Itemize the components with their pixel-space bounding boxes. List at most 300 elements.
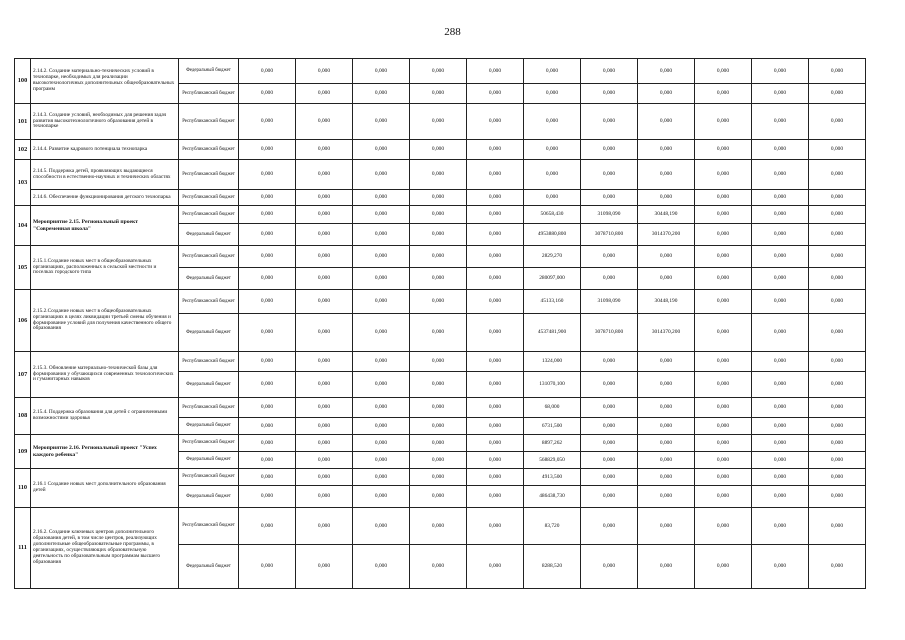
amount-cell: 0,000 [638, 246, 695, 268]
amount-cell: 0,000 [809, 59, 866, 84]
amount-cell: 8288,520 [524, 545, 581, 589]
amount-cell: 0,000 [809, 104, 866, 140]
amount-cell: 0,000 [353, 398, 410, 418]
activity-name: 2.15.1.Создание новых мест в общеобразовательных организациях, расположенных в сельской местности и поселках городского типа [31, 246, 179, 290]
amount-cell: 0,000 [638, 160, 695, 190]
amount-cell: 0,000 [752, 435, 809, 452]
amount-cell: 0,000 [695, 545, 752, 589]
amount-cell: 0,000 [296, 104, 353, 140]
amount-cell: 0,000 [581, 398, 638, 418]
amount-cell: 0,000 [239, 486, 296, 508]
amount-cell: 0,000 [581, 140, 638, 160]
amount-cell: 0,000 [695, 372, 752, 398]
amount-cell: 0,000 [809, 290, 866, 314]
amount-cell: 0,000 [353, 486, 410, 508]
amount-cell: 0,000 [752, 545, 809, 589]
amount-cell: 0,000 [239, 452, 296, 469]
amount-cell: 30448,190 [638, 290, 695, 314]
amount-cell: 0,000 [467, 469, 524, 486]
funding-source: Республиканский бюджет [179, 104, 239, 140]
amount-cell: 0,000 [752, 508, 809, 545]
amount-cell: 3014370,200 [638, 314, 695, 352]
row-number: 111 [15, 508, 31, 589]
amount-cell: 0,000 [296, 206, 353, 224]
amount-cell: 0,000 [809, 206, 866, 224]
amount-cell: 0,000 [581, 190, 638, 206]
amount-cell: 3078710,800 [581, 224, 638, 246]
amount-cell: 0,000 [296, 290, 353, 314]
amount-cell: 0,000 [353, 469, 410, 486]
funding-source: Федеральный бюджет [179, 224, 239, 246]
table-row [15, 140, 866, 160]
amount-cell: 131070,100 [524, 372, 581, 398]
amount-cell: 0,000 [239, 435, 296, 452]
amount-cell: 0,000 [239, 104, 296, 140]
table-row [15, 59, 866, 84]
table-row [15, 352, 866, 372]
amount-cell: 0,000 [581, 508, 638, 545]
amount-cell: 0,000 [752, 372, 809, 398]
amount-cell: 0,000 [638, 418, 695, 435]
amount-cell: 0,000 [809, 545, 866, 589]
amount-cell: 0,000 [410, 206, 467, 224]
activity-name: Мероприятие 2.15. Региональный проект "Современная школа" [31, 206, 179, 246]
amount-cell: 0,000 [581, 469, 638, 486]
amount-cell: 1324,000 [524, 352, 581, 372]
amount-cell: 0,000 [695, 59, 752, 84]
amount-cell: 0,000 [410, 469, 467, 486]
amount-cell: 0,000 [638, 508, 695, 545]
amount-cell: 0,000 [467, 59, 524, 84]
funding-source: Республиканский бюджет [179, 352, 239, 372]
amount-cell: 4953880,800 [524, 224, 581, 246]
amount-cell: 0,000 [239, 418, 296, 435]
amount-cell: 0,000 [581, 59, 638, 84]
amount-cell: 0,000 [467, 372, 524, 398]
amount-cell: 0,000 [296, 418, 353, 435]
row-number: 104 [15, 206, 31, 246]
funding-source: Федеральный бюджет [179, 545, 239, 589]
amount-cell: 0,000 [353, 545, 410, 589]
amount-cell: 0,000 [239, 314, 296, 352]
table-row [15, 290, 866, 314]
amount-cell: 0,000 [524, 190, 581, 206]
amount-cell: 0,000 [752, 224, 809, 246]
amount-cell: 4537481,900 [524, 314, 581, 352]
amount-cell: 0,000 [410, 372, 467, 398]
amount-cell: 0,000 [752, 314, 809, 352]
activity-name: 2.16.1 Создание новых мест дополнительного образования детей [31, 469, 179, 508]
amount-cell: 0,000 [239, 190, 296, 206]
amount-cell: 0,000 [467, 418, 524, 435]
amount-cell: 0,000 [581, 84, 638, 104]
amount-cell: 0,000 [638, 486, 695, 508]
amount-cell: 0,000 [467, 206, 524, 224]
amount-cell: 0,000 [239, 545, 296, 589]
funding-source: Республиканский бюджет [179, 190, 239, 206]
amount-cell: 0,000 [239, 352, 296, 372]
amount-cell: 0,000 [809, 224, 866, 246]
amount-cell: 0,000 [296, 59, 353, 84]
amount-cell: 0,000 [353, 268, 410, 290]
amount-cell: 0,000 [353, 352, 410, 372]
amount-cell: 0,000 [581, 246, 638, 268]
amount-cell: 0,000 [638, 140, 695, 160]
amount-cell: 0,000 [353, 290, 410, 314]
amount-cell: 0,000 [752, 352, 809, 372]
amount-cell: 0,000 [695, 469, 752, 486]
amount-cell: 0,000 [695, 508, 752, 545]
amount-cell: 0,000 [638, 469, 695, 486]
funding-source: Республиканский бюджет [179, 140, 239, 160]
amount-cell: 0,000 [695, 224, 752, 246]
amount-cell: 0,000 [638, 104, 695, 140]
amount-cell: 0,000 [353, 418, 410, 435]
funding-source: Федеральный бюджет [179, 452, 239, 469]
amount-cell: 0,000 [239, 398, 296, 418]
funding-source: Республиканский бюджет [179, 206, 239, 224]
amount-cell: 0,000 [581, 372, 638, 398]
amount-cell: 8897,262 [524, 435, 581, 452]
amount-cell: 0,000 [638, 452, 695, 469]
table-row [15, 398, 866, 418]
amount-cell: 0,000 [296, 508, 353, 545]
row-number: 105 [15, 246, 31, 290]
amount-cell: 50658,430 [524, 206, 581, 224]
amount-cell: 0,000 [638, 545, 695, 589]
amount-cell: 0,000 [410, 246, 467, 268]
funding-source: Республиканский бюджет [179, 160, 239, 190]
amount-cell: 0,000 [239, 508, 296, 545]
amount-cell: 0,000 [410, 160, 467, 190]
amount-cell: 0,000 [695, 418, 752, 435]
amount-cell: 0,000 [467, 352, 524, 372]
amount-cell: 0,000 [695, 486, 752, 508]
amount-cell: 0,000 [353, 246, 410, 268]
amount-cell: 0,000 [638, 352, 695, 372]
amount-cell: 0,000 [353, 160, 410, 190]
amount-cell: 0,000 [467, 435, 524, 452]
amount-cell: 0,000 [809, 246, 866, 268]
amount-cell: 0,000 [695, 268, 752, 290]
amount-cell: 0,000 [353, 224, 410, 246]
funding-source: Республиканский бюджет [179, 508, 239, 545]
amount-cell: 0,000 [581, 545, 638, 589]
amount-cell: 0,000 [353, 314, 410, 352]
amount-cell: 0,000 [353, 140, 410, 160]
amount-cell: 0,000 [752, 268, 809, 290]
amount-cell: 0,000 [638, 59, 695, 84]
amount-cell: 0,000 [809, 160, 866, 190]
amount-cell: 0,000 [296, 268, 353, 290]
table-row [15, 160, 866, 190]
amount-cell: 0,000 [695, 84, 752, 104]
row-number: 110 [15, 469, 31, 508]
amount-cell: 0,000 [695, 314, 752, 352]
amount-cell: 0,000 [410, 314, 467, 352]
activity-name: 2.14.6. Обеспечение функционирования детского технопарка [31, 190, 179, 206]
amount-cell: 0,000 [524, 84, 581, 104]
amount-cell: 2829,270 [524, 246, 581, 268]
amount-cell: 0,000 [752, 206, 809, 224]
amount-cell: 0,000 [410, 545, 467, 589]
activity-name: 2.14.5. Поддержка детей, проявляющих выдающиеся способности в естественно-научных и технических областях [31, 160, 179, 190]
amount-cell: 0,000 [581, 352, 638, 372]
amount-cell: 0,000 [524, 160, 581, 190]
amount-cell: 0,000 [410, 486, 467, 508]
amount-cell: 568829,050 [524, 452, 581, 469]
amount-cell: 0,000 [410, 508, 467, 545]
activity-name: 2.14.4. Развитие кадрового потенциала технопарка [31, 140, 179, 160]
amount-cell: 0,000 [809, 372, 866, 398]
funding-source: Республиканский бюджет [179, 435, 239, 452]
amount-cell: 0,000 [809, 486, 866, 508]
amount-cell: 0,000 [239, 290, 296, 314]
activity-name: 2.14.3. Создание условий, необходимых для решения задач развития высокотехнологичного образования детей в технопарке [31, 104, 179, 140]
amount-cell: 0,000 [353, 104, 410, 140]
amount-cell: 31098,090 [581, 290, 638, 314]
funding-source: Республиканский бюджет [179, 290, 239, 314]
row-number: 108 [15, 398, 31, 435]
amount-cell: 0,000 [695, 398, 752, 418]
amount-cell: 0,000 [353, 508, 410, 545]
page-number: 288 [444, 26, 461, 38]
amount-cell: 0,000 [239, 246, 296, 268]
amount-cell: 0,000 [410, 290, 467, 314]
amount-cell: 0,000 [239, 59, 296, 84]
funding-source: Республиканский бюджет [179, 84, 239, 104]
amount-cell: 0,000 [695, 452, 752, 469]
table-row [15, 469, 866, 486]
amount-cell: 0,000 [410, 59, 467, 84]
amount-cell: 0,000 [695, 104, 752, 140]
amount-cell: 0,000 [467, 84, 524, 104]
amount-cell: 0,000 [410, 84, 467, 104]
amount-cell: 0,000 [410, 224, 467, 246]
table-row [15, 435, 866, 452]
amount-cell: 0,000 [467, 398, 524, 418]
amount-cell: 0,000 [467, 246, 524, 268]
amount-cell: 0,000 [638, 190, 695, 206]
funding-source: Федеральный бюджет [179, 268, 239, 290]
amount-cell: 0,000 [809, 418, 866, 435]
amount-cell: 0,000 [467, 508, 524, 545]
amount-cell: 0,000 [467, 140, 524, 160]
amount-cell: 0,000 [752, 104, 809, 140]
amount-cell: 0,000 [752, 190, 809, 206]
amount-cell: 31098,090 [581, 206, 638, 224]
row-number: 100 [15, 59, 31, 104]
amount-cell: 0,000 [296, 352, 353, 372]
amount-cell: 0,000 [809, 352, 866, 372]
amount-cell: 0,000 [239, 206, 296, 224]
amount-cell: 4913,500 [524, 469, 581, 486]
amount-cell: 0,000 [410, 435, 467, 452]
amount-cell: 0,000 [353, 435, 410, 452]
amount-cell: 0,000 [638, 268, 695, 290]
amount-cell: 0,000 [695, 246, 752, 268]
amount-cell: 0,000 [809, 508, 866, 545]
activity-name: 2.15.3. Обновление материально-технической базы для формирования у обучающихся современных технологических и гуманитарных навыков [31, 352, 179, 398]
funding-source: Федеральный бюджет [179, 314, 239, 352]
table-row [15, 508, 866, 545]
amount-cell: 0,000 [581, 418, 638, 435]
table-row [15, 104, 866, 140]
funding-source: Республиканский бюджет [179, 469, 239, 486]
amount-cell: 0,000 [638, 398, 695, 418]
amount-cell: 0,000 [524, 59, 581, 84]
amount-cell: 0,000 [524, 104, 581, 140]
amount-cell: 0,000 [695, 290, 752, 314]
amount-cell: 0,000 [410, 104, 467, 140]
amount-cell: 0,000 [296, 452, 353, 469]
amount-cell: 0,000 [296, 435, 353, 452]
amount-cell: 0,000 [809, 268, 866, 290]
amount-cell: 0,000 [296, 372, 353, 398]
amount-cell: 0,000 [809, 398, 866, 418]
amount-cell: 0,000 [410, 268, 467, 290]
activity-name: 2.16.2. Создание ключевых центров дополнительного образования детей, в том числе центров, реализующих дополнительные общеобразовательные программы, в организациях, осуществляющих образовательную деятельность по образовательным программам высшего образования [31, 508, 179, 589]
amount-cell: 3078710,800 [581, 314, 638, 352]
amount-cell: 0,000 [752, 246, 809, 268]
amount-cell: 0,000 [296, 545, 353, 589]
amount-cell: 0,000 [581, 104, 638, 140]
amount-cell: 0,000 [467, 314, 524, 352]
amount-cell: 0,000 [695, 160, 752, 190]
amount-cell: 0,000 [695, 190, 752, 206]
funding-source: Республиканский бюджет [179, 246, 239, 268]
amount-cell: 6731,500 [524, 418, 581, 435]
row-number: 103 [15, 160, 31, 206]
amount-cell: 0,000 [353, 452, 410, 469]
activity-name: 2.15.2.Создание новых мест в общеобразовательных организациях в целях ликвидации третьей смены обучения и формирование условий для получения качественного общего образования [31, 290, 179, 352]
amount-cell: 0,000 [296, 190, 353, 206]
budget-table [14, 58, 866, 589]
table-row [15, 206, 866, 224]
amount-cell: 0,000 [467, 452, 524, 469]
amount-cell: 0,000 [581, 160, 638, 190]
amount-cell: 0,000 [638, 84, 695, 104]
amount-cell: 0,000 [296, 224, 353, 246]
amount-cell: 68,000 [524, 398, 581, 418]
amount-cell: 0,000 [638, 372, 695, 398]
amount-cell: 0,000 [296, 246, 353, 268]
amount-cell: 45133,160 [524, 290, 581, 314]
amount-cell: 0,000 [695, 435, 752, 452]
amount-cell: 0,000 [581, 435, 638, 452]
amount-cell: 0,000 [467, 224, 524, 246]
amount-cell: 0,000 [296, 160, 353, 190]
row-number: 102 [15, 140, 31, 160]
row-number: 106 [15, 290, 31, 352]
amount-cell: 0,000 [353, 372, 410, 398]
amount-cell: 0,000 [524, 140, 581, 160]
amount-cell: 0,000 [239, 372, 296, 398]
amount-cell: 0,000 [809, 314, 866, 352]
amount-cell: 0,000 [581, 268, 638, 290]
row-number: 101 [15, 104, 31, 140]
amount-cell: 0,000 [239, 224, 296, 246]
amount-cell: 0,000 [752, 418, 809, 435]
amount-cell: 0,000 [752, 486, 809, 508]
amount-cell: 0,000 [296, 314, 353, 352]
funding-source: Федеральный бюджет [179, 418, 239, 435]
amount-cell: 0,000 [410, 452, 467, 469]
amount-cell: 0,000 [752, 59, 809, 84]
amount-cell: 0,000 [296, 398, 353, 418]
amount-cell: 0,000 [752, 452, 809, 469]
activity-name: 2.14.2. Создание материально-технических условий в технопарке, необходимых для реализации высокотехнологичных дополнительных общеобразовательных программ [31, 59, 179, 104]
amount-cell: 0,000 [410, 140, 467, 160]
funding-source: Республиканский бюджет [179, 398, 239, 418]
amount-cell: 0,000 [752, 84, 809, 104]
amount-cell: 0,000 [467, 486, 524, 508]
amount-cell: 0,000 [410, 398, 467, 418]
amount-cell: 0,000 [353, 190, 410, 206]
amount-cell: 0,000 [752, 140, 809, 160]
amount-cell: 0,000 [752, 290, 809, 314]
amount-cell: 0,000 [296, 140, 353, 160]
amount-cell: 0,000 [809, 84, 866, 104]
amount-cell: 0,000 [809, 140, 866, 160]
amount-cell: 0,000 [752, 469, 809, 486]
amount-cell: 0,000 [239, 469, 296, 486]
amount-cell: 0,000 [296, 486, 353, 508]
amount-cell: 0,000 [809, 452, 866, 469]
row-number: 107 [15, 352, 31, 398]
table-row [15, 246, 866, 268]
table-row [15, 190, 866, 206]
amount-cell: 3014370,200 [638, 224, 695, 246]
funding-source: Федеральный бюджет [179, 59, 239, 84]
amount-cell: 0,000 [353, 206, 410, 224]
amount-cell: 0,000 [353, 59, 410, 84]
amount-cell: 280097,000 [524, 268, 581, 290]
amount-cell: 0,000 [239, 140, 296, 160]
funding-source: Федеральный бюджет [179, 486, 239, 508]
amount-cell: 0,000 [296, 469, 353, 486]
amount-cell: 0,000 [467, 290, 524, 314]
amount-cell: 0,000 [467, 268, 524, 290]
amount-cell: 30448,190 [638, 206, 695, 224]
amount-cell: 0,000 [467, 545, 524, 589]
amount-cell: 0,000 [809, 469, 866, 486]
amount-cell: 0,000 [467, 104, 524, 140]
amount-cell: 0,000 [467, 160, 524, 190]
amount-cell: 0,000 [752, 398, 809, 418]
activity-name: Мероприятие 2.16. Региональный проект "Успех каждого ребенка" [31, 435, 179, 469]
amount-cell: 0,000 [239, 160, 296, 190]
amount-cell: 0,000 [296, 84, 353, 104]
table-body [15, 59, 866, 589]
amount-cell: 0,000 [410, 190, 467, 206]
amount-cell: 0,000 [353, 84, 410, 104]
amount-cell: 0,000 [410, 352, 467, 372]
amount-cell: 0,000 [239, 84, 296, 104]
amount-cell: 0,000 [239, 268, 296, 290]
amount-cell: 0,000 [809, 435, 866, 452]
funding-source: Федеральный бюджет [179, 372, 239, 398]
amount-cell: 0,000 [581, 486, 638, 508]
amount-cell: 0,000 [581, 452, 638, 469]
amount-cell: 0,000 [638, 435, 695, 452]
amount-cell: 83,720 [524, 508, 581, 545]
amount-cell: 0,000 [809, 190, 866, 206]
amount-cell: 0,000 [695, 140, 752, 160]
amount-cell: 0,000 [752, 160, 809, 190]
amount-cell: 0,000 [467, 190, 524, 206]
amount-cell: 0,000 [695, 352, 752, 372]
